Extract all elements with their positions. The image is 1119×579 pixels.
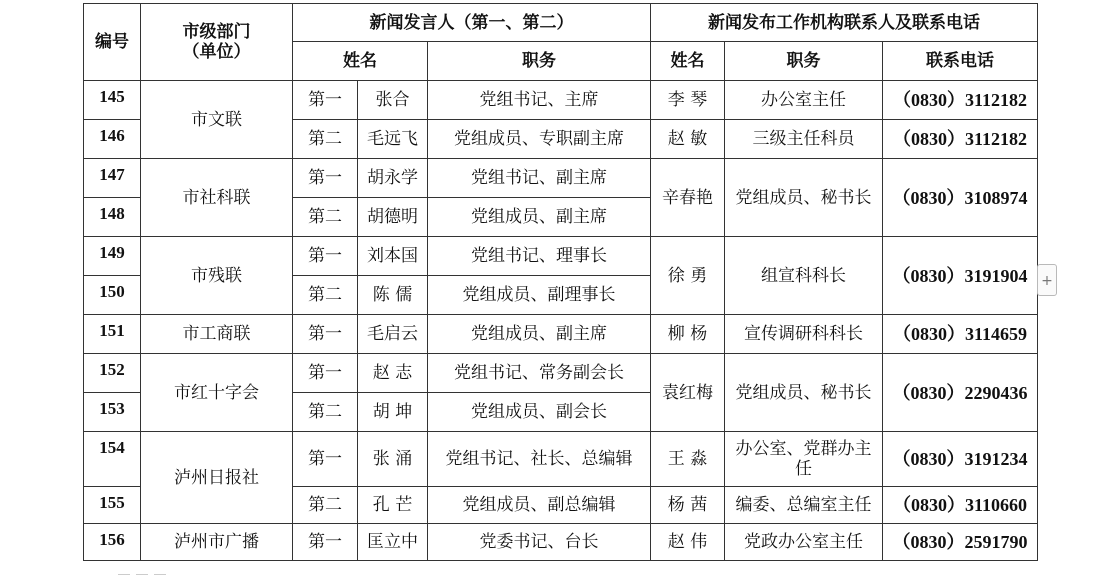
row-contact-name: 辛春艳 — [651, 159, 725, 237]
row-position: 党组成员、副理事长 — [428, 276, 651, 315]
row-rank: 第一 — [293, 159, 358, 198]
header-contact-name: 姓名 — [651, 42, 725, 81]
row-phone: （0830）3191234 — [883, 432, 1038, 487]
table-row — [84, 159, 1038, 198]
row-number: 154 — [84, 432, 141, 487]
row-name: 毛远飞 — [358, 120, 428, 159]
row-name: 胡 坤 — [358, 393, 428, 432]
row-number: 151 — [84, 315, 141, 354]
row-position: 党组成员、副会长 — [428, 393, 651, 432]
expand-table-button[interactable] — [1037, 264, 1057, 296]
header-number: 编号 — [84, 4, 141, 81]
row-phone: （0830）3110660 — [883, 487, 1038, 524]
header-department — [141, 4, 293, 81]
row-contact-position: 办公室主任 — [725, 81, 883, 120]
row-contact-position: 办公室、党群办主任 — [725, 432, 883, 487]
row-name: 毛启云 — [358, 315, 428, 354]
spokesperson-table — [83, 3, 1038, 561]
row-position: 党组书记、常务副会长 — [428, 354, 651, 393]
row-department: 市社科联 — [141, 159, 293, 237]
row-contact-position: 党政办公室主任 — [725, 524, 883, 561]
row-phone: （0830）3114659 — [883, 315, 1038, 354]
plus-icon: + — [1041, 273, 1053, 289]
row-number: 150 — [84, 276, 141, 315]
row-rank: 第二 — [293, 276, 358, 315]
row-rank: 第二 — [293, 198, 358, 237]
row-contact-name: 王 淼 — [651, 432, 725, 487]
row-name: 孔 芒 — [358, 487, 428, 524]
row-number: 146 — [84, 120, 141, 159]
row-phone: （0830）3191904 — [883, 237, 1038, 315]
header-phone: 联系电话 — [883, 42, 1038, 81]
row-department: 市残联 — [141, 237, 293, 315]
row-name: 胡德明 — [358, 198, 428, 237]
row-phone: （0830）3108974 — [883, 159, 1038, 237]
row-name: 胡永学 — [358, 159, 428, 198]
row-number: 149 — [84, 237, 141, 276]
row-contact-position: 组宣科科长 — [725, 237, 883, 315]
row-rank: 第一 — [293, 524, 358, 561]
row-contact-name: 赵 敏 — [651, 120, 725, 159]
row-name: 陈 儒 — [358, 276, 428, 315]
row-contact-position: 编委、总编室主任 — [725, 487, 883, 524]
row-rank: 第一 — [293, 237, 358, 276]
row-number: 147 — [84, 159, 141, 198]
row-position: 党组成员、副主席 — [428, 198, 651, 237]
row-name: 匡立中 — [358, 524, 428, 561]
header-department-line2: （单位） — [182, 42, 251, 62]
row-rank: 第二 — [293, 487, 358, 524]
row-rank: 第一 — [293, 315, 358, 354]
header-contact-group: 新闻发布工作机构联系人及联系电话 — [651, 4, 1038, 42]
row-phone: （0830）2591790 — [883, 524, 1038, 561]
row-department: 市红十字会 — [141, 354, 293, 432]
row-department: 市工商联 — [141, 315, 293, 354]
row-contact-position: 党组成员、秘书长 — [725, 354, 883, 432]
row-number: 152 — [84, 354, 141, 393]
row-position: 党组成员、副总编辑 — [428, 487, 651, 524]
row-phone: （0830）2290436 — [883, 354, 1038, 432]
table-row — [84, 81, 1038, 120]
row-number: 156 — [84, 524, 141, 561]
row-contact-position: 三级主任科员 — [725, 120, 883, 159]
row-number: 148 — [84, 198, 141, 237]
table-row — [84, 237, 1038, 276]
row-department: 市文联 — [141, 81, 293, 159]
row-number: 153 — [84, 393, 141, 432]
row-contact-name: 赵 伟 — [651, 524, 725, 561]
row-position: 党组书记、社长、总编辑 — [428, 432, 651, 487]
table-row — [84, 524, 1038, 561]
row-position: 党委书记、台长 — [428, 524, 651, 561]
header-position: 职务 — [428, 42, 651, 81]
page-footer-divider — [118, 560, 1038, 562]
row-position: 党组书记、主席 — [428, 81, 651, 120]
row-number: 155 — [84, 487, 141, 524]
table-row — [84, 315, 1038, 354]
header-department-line1: 市级部门 — [182, 22, 251, 42]
row-department: 泸州市广播 — [141, 524, 293, 561]
row-name: 刘本国 — [358, 237, 428, 276]
header-name: 姓名 — [293, 42, 428, 81]
row-rank: 第一 — [293, 432, 358, 487]
table-row — [84, 432, 1038, 487]
row-rank: 第一 — [293, 81, 358, 120]
row-name: 张合 — [358, 81, 428, 120]
row-contact-name: 袁红梅 — [651, 354, 725, 432]
row-rank: 第一 — [293, 354, 358, 393]
row-position: 党组成员、专职副主席 — [428, 120, 651, 159]
row-position: 党组成员、副主席 — [428, 315, 651, 354]
row-position: 党组书记、副主席 — [428, 159, 651, 198]
header-contact-position: 职务 — [725, 42, 883, 81]
row-phone: （0830）3112182 — [883, 120, 1038, 159]
row-contact-name: 柳 杨 — [651, 315, 725, 354]
row-contact-name: 杨 茜 — [651, 487, 725, 524]
row-contact-name: 徐 勇 — [651, 237, 725, 315]
row-department: 泸州日报社 — [141, 432, 293, 524]
row-name: 赵 志 — [358, 354, 428, 393]
row-number: 145 — [84, 81, 141, 120]
row-rank: 第二 — [293, 393, 358, 432]
row-contact-position: 宣传调研科科长 — [725, 315, 883, 354]
row-phone: （0830）3112182 — [883, 81, 1038, 120]
row-position: 党组书记、理事长 — [428, 237, 651, 276]
table-row — [84, 354, 1038, 393]
row-rank: 第二 — [293, 120, 358, 159]
row-contact-position: 党组成员、秘书长 — [725, 159, 883, 237]
header-spokesperson-group: 新闻发言人（第一、第二） — [293, 4, 651, 42]
row-contact-name: 李 琴 — [651, 81, 725, 120]
row-name: 张 涌 — [358, 432, 428, 487]
